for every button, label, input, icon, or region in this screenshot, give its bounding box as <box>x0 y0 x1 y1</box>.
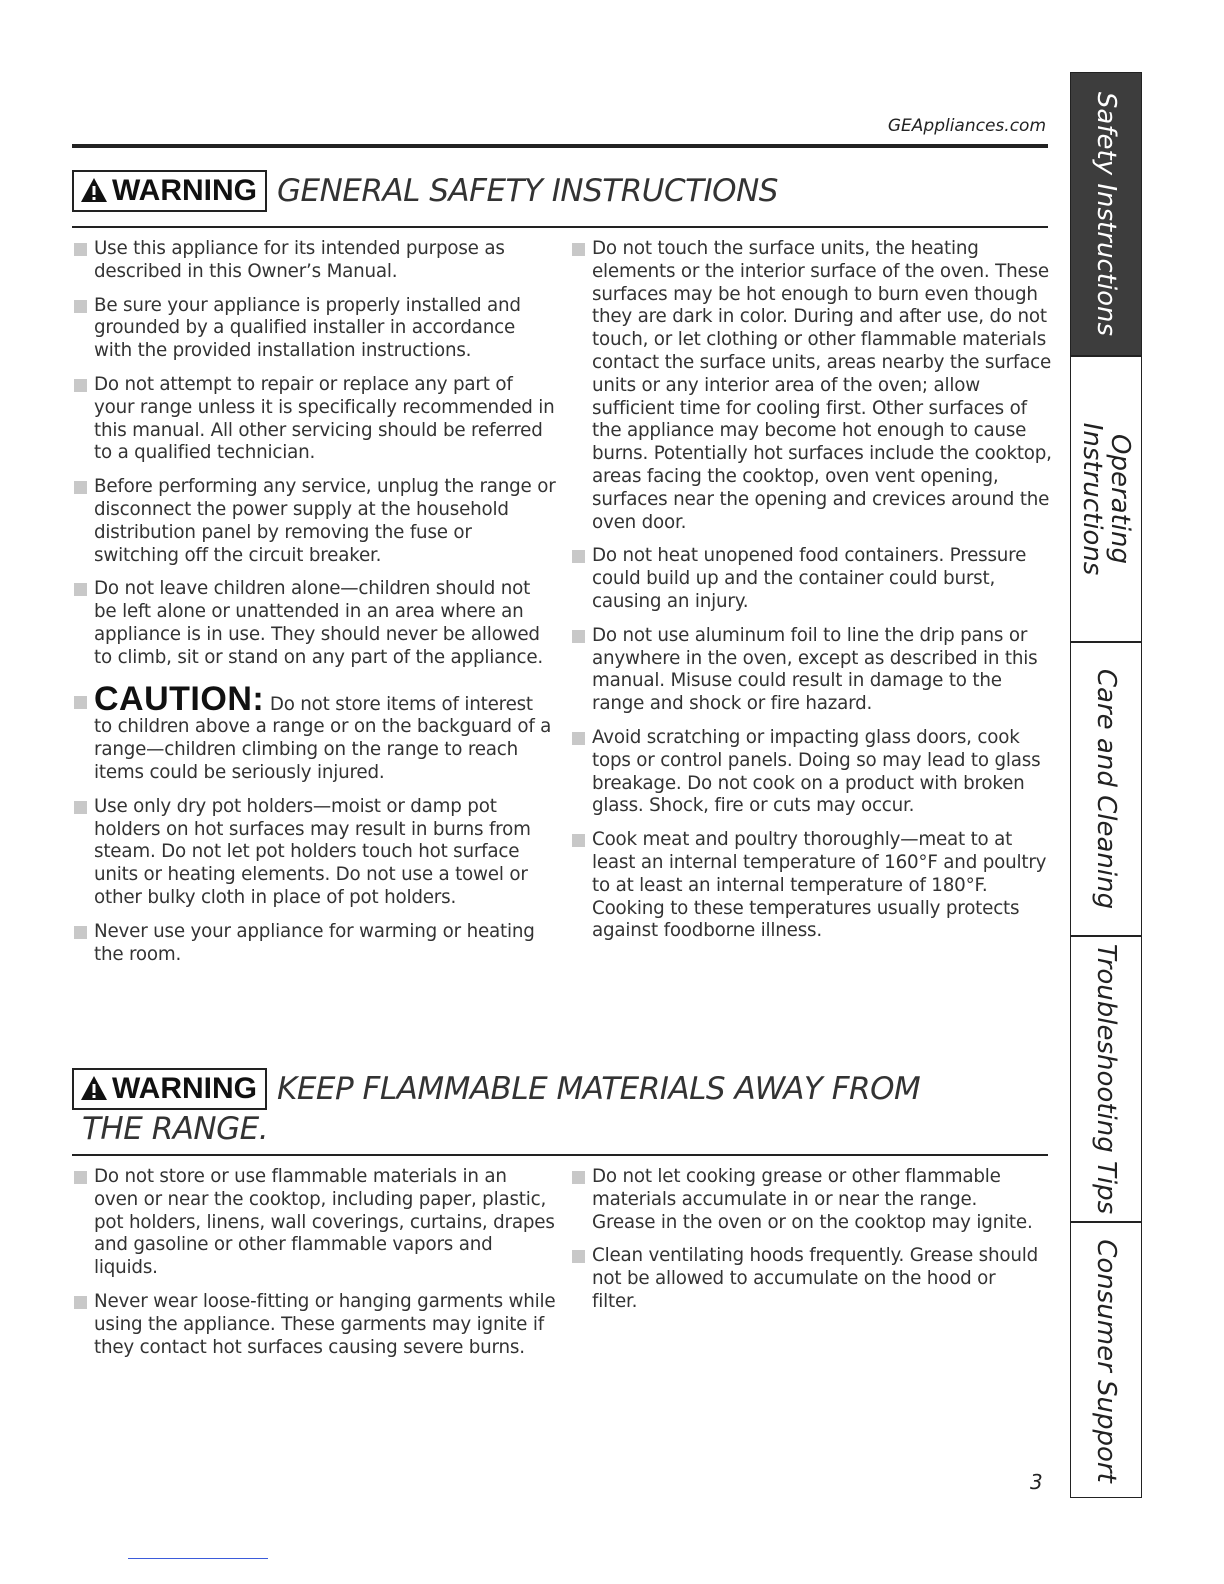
warning-label: WARNING <box>112 1072 257 1105</box>
bullet-square-icon <box>572 732 585 745</box>
list-item <box>74 1291 556 1359</box>
tab-label: Consumer Support <box>1091 1239 1121 1483</box>
section-title-line2: THE RANGE. <box>82 1111 269 1147</box>
bullet-square-icon <box>572 834 585 847</box>
section1-left-column <box>74 238 556 977</box>
warning-triangle-icon <box>80 1075 108 1101</box>
list-item <box>74 374 556 465</box>
item-text: Before performing any service, unplug the range or disconnect the power supply at the household distribution panel by removing the fuse or switching off the circuit breaker. <box>94 476 556 566</box>
caution-label: CAUTION: <box>94 679 265 718</box>
list-item <box>572 1166 1042 1234</box>
item-text: Clean ventilating hoods frequently. Grease should not be allowed to accumulate on the hood or filter. <box>592 1245 1038 1312</box>
warning-badge <box>72 170 267 212</box>
bullet-square-icon <box>74 243 87 256</box>
bullet-square-icon <box>74 1296 87 1309</box>
bullet-square-icon <box>572 1171 585 1184</box>
tab-label: Safety Instructions <box>1091 91 1121 337</box>
tab-label-line1: Operating <box>1105 433 1135 564</box>
tab-safety-instructions[interactable] <box>1071 73 1141 357</box>
list-item <box>572 625 1052 716</box>
item-text: Do not let cooking grease or other flammable materials accumulate in or near the range. Grease in the oven or on the cooktop may ignite. <box>592 1166 1033 1233</box>
item-text: Cook meat and poultry thoroughly—meat to at least an internal temperature of 160°F and poultry to at least an internal temperature of 180°F. Cooking to these temperatures usually protects against foodborne illness. <box>592 829 1047 942</box>
section-rule <box>72 1154 1048 1156</box>
bullet-square-icon <box>572 243 585 256</box>
tab-consumer-support[interactable] <box>1071 1223 1141 1499</box>
item-text: Never wear loose-fitting or hanging garments while using the appliance. These garments may ignite if they contact hot surfaces causing severe burns. <box>94 1290 556 1358</box>
bullet-square-icon <box>74 696 87 709</box>
bullet-square-icon <box>572 550 585 563</box>
bullet-square-icon <box>572 630 585 643</box>
tab-label <box>1078 423 1134 576</box>
caution-text: Do not store items of interest to children above a range or on the backguard of a range—children climbing on the range to reach items could be seriously injured. <box>94 693 552 783</box>
warning-label: WARNING <box>112 174 257 207</box>
list-item <box>74 1166 556 1280</box>
warning-triangle-icon <box>80 177 108 203</box>
tab-label: Troubleshooting Tips <box>1091 943 1121 1215</box>
bullet-square-icon <box>74 801 87 814</box>
list-item <box>572 829 1052 943</box>
list-item <box>74 796 556 910</box>
section-rule <box>72 226 1048 228</box>
list-item <box>74 238 556 284</box>
bullet-square-icon <box>74 481 87 494</box>
bullet-square-icon <box>74 926 87 939</box>
warning-badge <box>72 1068 267 1110</box>
section-heading-flammable <box>72 1068 1052 1148</box>
caution-item <box>74 679 556 785</box>
section-title: GENERAL SAFETY INSTRUCTIONS <box>277 173 778 209</box>
tab-operating-instructions[interactable] <box>1071 357 1141 643</box>
section2-right-column <box>572 1166 1042 1325</box>
section1-right-column <box>572 238 1052 954</box>
item-text: Be sure your appliance is properly installed and grounded by a qualified installer in accordance with the provided installation instructions. <box>94 294 521 362</box>
tab-care-and-cleaning[interactable] <box>1071 643 1141 937</box>
item-text: Use this appliance for its intended purpose as described in this Owner’s Manual. <box>94 238 505 282</box>
list-item <box>74 578 556 669</box>
site-url: GEAppliances.com <box>887 116 1046 136</box>
item-text: Avoid scratching or impacting glass doors, cook tops or control panels. Doing so may lead to glass breakage. Do not cook on a product with broken glass. Shock, fire or cuts may occur. <box>592 726 1041 817</box>
item-text: Do not touch the surface units, the heating elements or the interior surface of the oven. These surfaces may be hot enough to burn even though they are dark in color. During and after use, do not touch, or let clothing or other flammable materials contact the surface units, areas nearby the surface units or any interior area of the oven; allow sufficient time for cooling first. Other surfaces of the appliance may become hot enough to cause burns. Potentially hot surfaces include the cooktop, areas facing the cooktop, oven vent opening, surfaces near the opening and crevices around the oven door. <box>592 238 1052 533</box>
bullet-square-icon <box>74 1171 87 1184</box>
tab-troubleshooting-tips[interactable] <box>1071 937 1141 1223</box>
item-text: Do not heat unopened food containers. Pressure could build up and the container could burst, causing an injury. <box>592 545 1027 612</box>
item-text: Do not leave children alone—children should not be left alone or unattended in an area where an appliance is in use. They should never be allowed to climb, sit or stand on any part of the appliance. <box>94 578 544 668</box>
bullet-square-icon <box>74 583 87 596</box>
top-rule <box>72 144 1048 148</box>
tab-label-line2: Instructions <box>1077 422 1107 576</box>
bullet-square-icon <box>572 1250 585 1263</box>
tab-label: Care and Cleaning <box>1091 668 1121 910</box>
item-text: Do not store or use flammable materials in an oven or near the cooktop, including paper, plastic, pot holders, linens, wall coverings, curtains, drapes and gasoline or other flammable vapors and liquids. <box>94 1166 555 1279</box>
list-item <box>74 921 556 967</box>
list-item <box>74 295 556 363</box>
item-text: Use only dry pot holders—moist or damp pot holders on hot surfaces may result in burns from steam. Do not let pot holders touch hot surface units or heating elements. Do not use a towel or other bulky cloth in place of pot holders. <box>94 795 531 908</box>
bullet-square-icon <box>74 379 87 392</box>
list-item <box>572 1245 1042 1313</box>
side-tab-nav <box>1070 72 1142 1498</box>
item-text: Do not use aluminum foil to line the drip pans or anywhere in the oven, except as described in this manual. Misuse could result in damage to the range and shock or fire hazard. <box>592 624 1038 715</box>
list-item <box>74 476 556 567</box>
list-item <box>572 238 1052 534</box>
section-title-line1: KEEP FLAMMABLE MATERIALS AWAY FROM <box>277 1071 921 1107</box>
section-heading-general-safety <box>72 170 1052 212</box>
list-item <box>572 727 1052 818</box>
page-number: 3 <box>1030 1470 1043 1494</box>
footer-line <box>128 1558 268 1559</box>
list-item <box>572 545 1052 613</box>
item-text: Never use your appliance for warming or heating the room. <box>94 920 535 965</box>
item-text: Do not attempt to repair or replace any part of your range unless it is specifically recommended in this manual. All other servicing should be referred to a qualified technician. <box>94 373 555 464</box>
section2-left-column <box>74 1166 556 1370</box>
bullet-square-icon <box>74 300 87 313</box>
